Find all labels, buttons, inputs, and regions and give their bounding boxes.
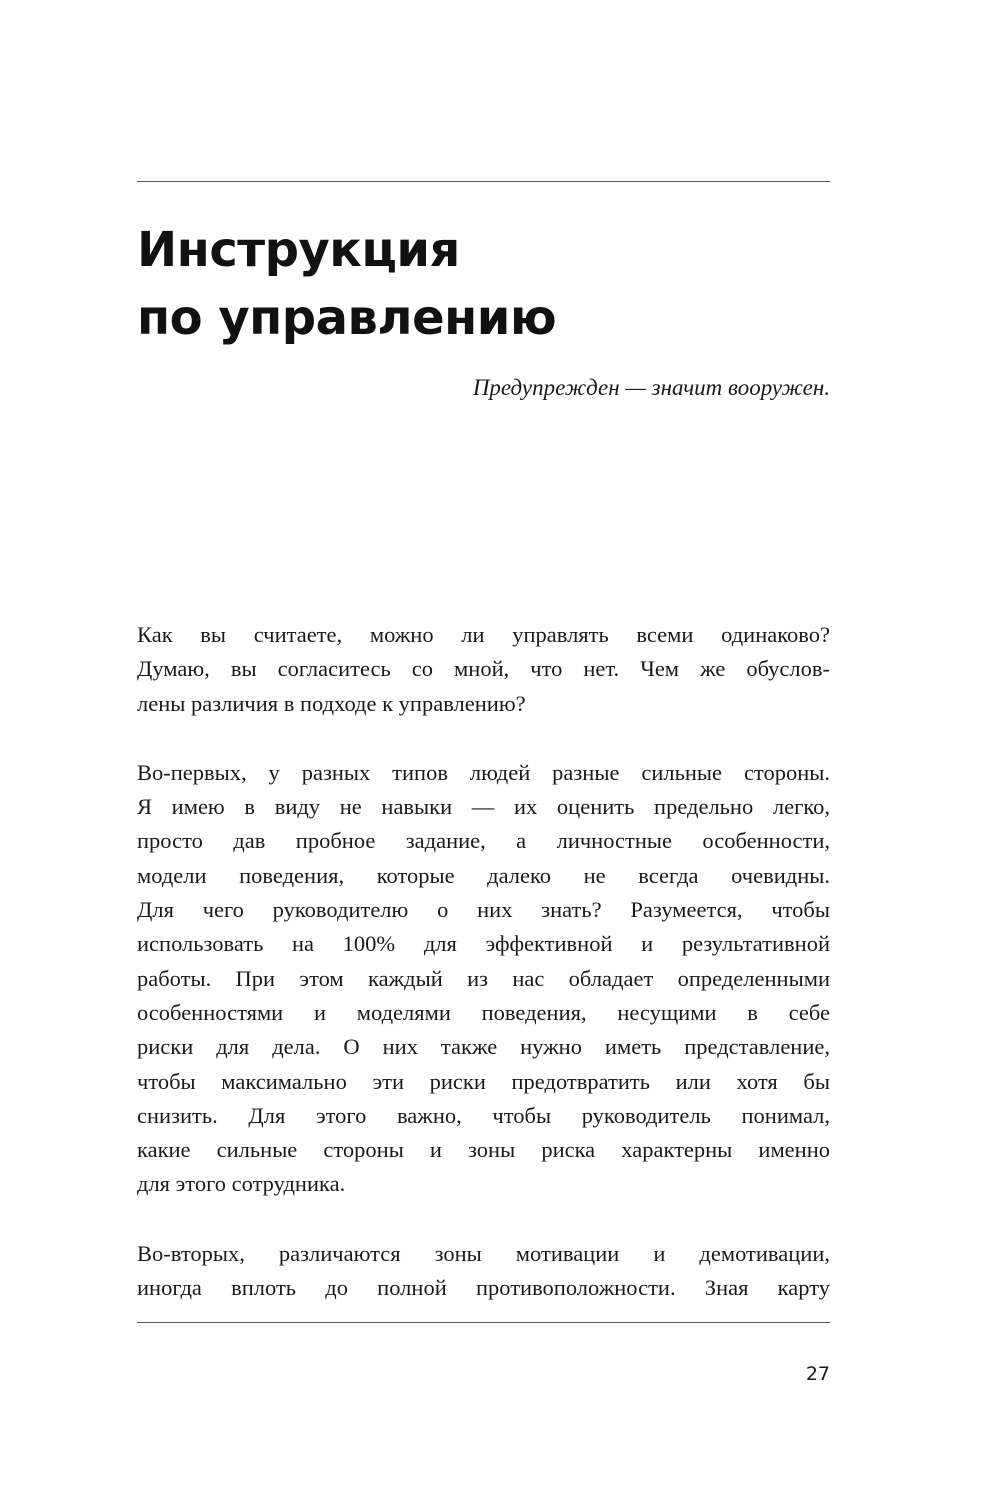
paragraph-line: для этого сотрудника.: [137, 1171, 346, 1197]
paragraph-line: Во-вторых, различаются зоны мотивации и демотивации,: [137, 1240, 830, 1266]
paragraph-line: особенностями и моделями поведения, несущими в себе: [137, 999, 830, 1025]
paragraph-line: просто дав пробное задание, а личностные особенности,: [137, 828, 830, 854]
paragraph-line: иногда вплоть до полной противоположности. Зная карту: [137, 1275, 830, 1301]
bottom-rule: [137, 1322, 830, 1323]
paragraph-line: риски для дела. О них также нужно иметь представление,: [137, 1034, 830, 1060]
paragraph-line: модели поведения, которые далеко не всегда очевидны.: [137, 862, 830, 888]
paragraph-line: Я имею в виду не навыки — их оценить предельно легко,: [137, 794, 830, 820]
paragraph-line: снизить. Для этого важно, чтобы руководитель понимал,: [137, 1102, 830, 1128]
top-rule: [137, 181, 830, 182]
body-text: [137, 618, 830, 1340]
page-number: 27: [805, 1363, 830, 1385]
paragraph-2: [137, 756, 830, 1202]
chapter-title: [137, 216, 830, 352]
paragraph-line: Как вы считаете, можно ли управлять всеми одинаково?: [137, 622, 830, 647]
epigraph: Предупрежден — значит вооружен.: [472, 375, 830, 400]
paragraph-line: чтобы максимально эти риски предотвратить или хотя бы: [137, 1068, 830, 1094]
paragraph-line: лены различия в подходе к управлению?: [137, 690, 526, 716]
paragraph-line: Думаю, вы согласитесь со мной, что нет. Чем же обуслов-: [137, 656, 830, 682]
paragraph-line: работы. При этом каждый из нас обладает определенными: [137, 965, 830, 991]
paragraph-line: Для чего руководителю о них знать? Разумеется, чтобы: [137, 897, 830, 923]
chapter-title-line-1: Инструкция: [137, 222, 460, 278]
paragraph-line: использовать на 100% для эффективной и результативной: [137, 931, 830, 957]
paragraph-line: какие сильные стороны и зоны риска характерны именно: [137, 1137, 830, 1163]
chapter-title-line-2: по управлению: [137, 290, 557, 346]
paragraph-line: Во-первых, у разных типов людей разные сильные стороны.: [137, 759, 830, 785]
paragraph-1: [137, 618, 830, 721]
paragraph-3: [137, 1237, 830, 1306]
